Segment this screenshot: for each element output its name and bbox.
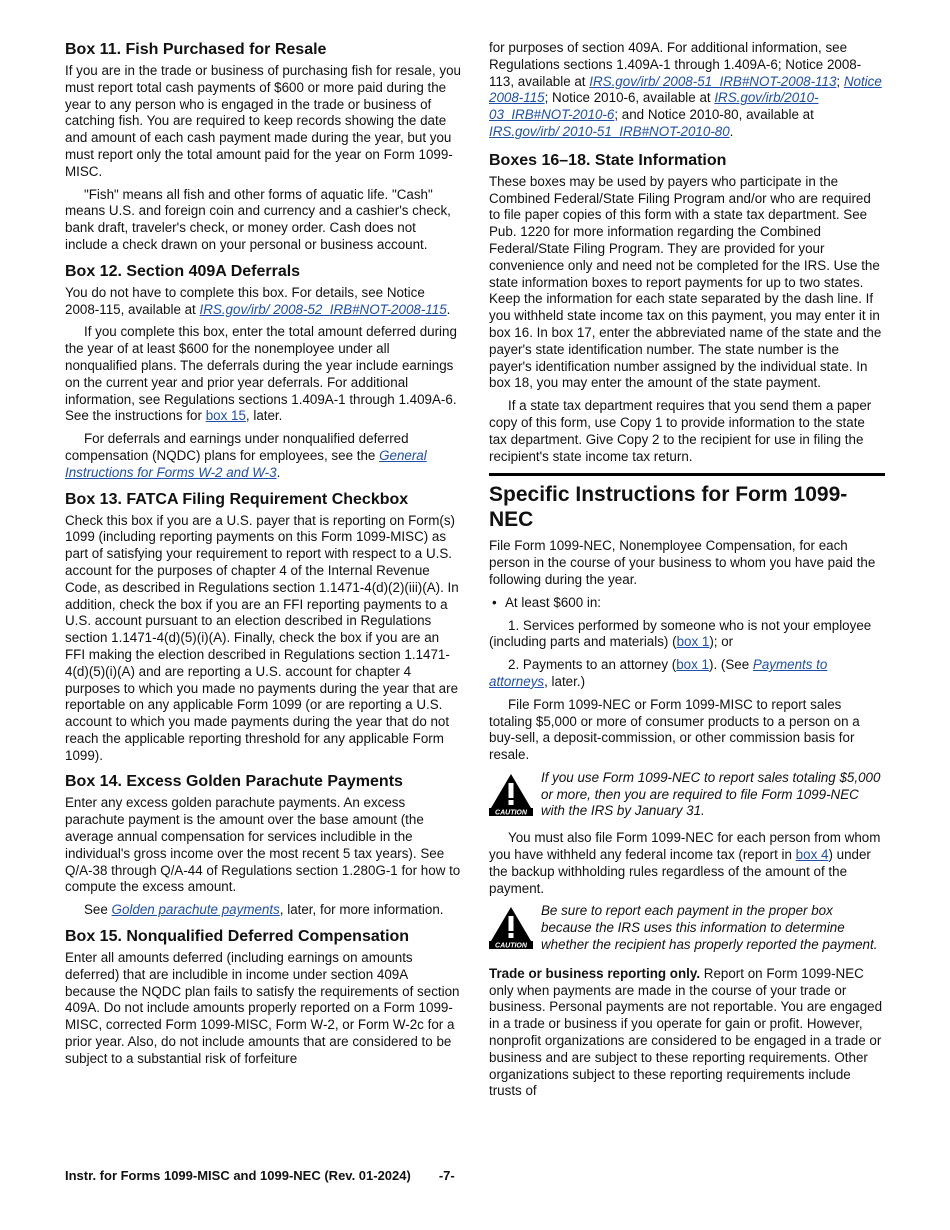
box13-paragraph-1: Check this box if you are a U.S. payer that is reporting on Form(s) 1099 (including reporting payments on this Form 1099-MISC) as part of satisfying your requirement to report with respect to a U.S. account for the purposes of chapter 4 of the Internal Revenue Code, as described in Regulations section 1.1471-4(d)(2)(iii)(A). In addition, check the box if you are an FFI reporting payments to a U.S. account pursuant to an election described in Regulations section 1.1471-4(d)(5)(i)(A). Finally, check the box if you are an FFI making the election described in Regulations section 1.1471-4(d)(5)(i)(A) and are reporting a U.S. account for chapter 4 purposes to which you made no payments during the year that are reportable on any applicable Form 1099 (or are reporting a U.S. account to which you made payments during the year that do not reach the applicable reporting threshold for any applicable Form 1099). <box>65 512 459 763</box>
specific-instructions-section <box>489 482 885 1100</box>
caution-icon <box>489 905 533 949</box>
box14-paragraph-1: Enter any excess golden parachute payments. An excess parachute payment is the amount over the base amount (the average annual compensation for services includible in the individual's gross income over the most recent 5 tax years). See Q/A-38 through Q/A-44 of Regulations section 1.280G-1 for how to compute the excess amount. <box>65 795 461 895</box>
nec-item-1 <box>489 618 885 652</box>
trade-business-paragraph <box>489 966 885 1100</box>
text: ; and Notice 2010-80, available at <box>614 107 814 123</box>
box1-link[interactable]: box 1 <box>676 634 710 650</box>
box15-heading: Box 15. Nonqualified Deferred Compensation <box>65 928 410 946</box>
text: ). (See <box>708 657 753 673</box>
text: 2. Payments to an attorney ( <box>508 657 677 673</box>
footer-title: Instr. for Forms 1099-MISC and 1099-NEC (Rev. 01-2024) <box>65 1168 411 1183</box>
box11-paragraph-1: If you are in the trade or business of purchasing fish for resale, you must report total cash payments of $600 or more paid during the year to any person who is engaged in the trade or business of catching fish. You are required to keep records showing the date and amount of each cash payment made during the year, but you must report only the total amount paid for the year on Form 1099-MISC. <box>65 63 461 179</box>
page-number: -7- <box>438 1168 455 1183</box>
box13-heading: Box 13. FATCA Filing Requirement Checkbox <box>65 490 409 508</box>
box13-section <box>65 490 461 765</box>
right-column <box>489 40 885 1106</box>
text: . <box>276 464 281 480</box>
boxes16-18-heading: Boxes 16–18. State Information <box>489 151 727 169</box>
box15-section <box>65 927 461 1068</box>
box12-paragraph-2 <box>65 324 461 425</box>
specific-instructions-title: Specific Instructions for Form 1099-NEC <box>489 483 848 532</box>
notice-2008-115-link[interactable]: Notice 2008-115 <box>489 73 882 106</box>
text: ) under the backup withholding rules regardless of the amount of the payment. <box>489 847 871 896</box>
caution-label: CAUTION <box>495 942 527 950</box>
box12-paragraph-1 <box>65 285 461 319</box>
box14-paragraph-2 <box>65 902 461 919</box>
section-divider <box>489 473 885 476</box>
box4-link[interactable]: box 4 <box>795 847 829 863</box>
nec-intro: File Form 1099-NEC, Nonemployee Compensation, for each person in the course of your business to whom you have paid the following during the year. <box>489 538 876 587</box>
text: ; <box>836 73 844 89</box>
golden-parachute-link[interactable]: Golden parachute payments <box>111 902 280 918</box>
payments-to-attorneys-link[interactable]: Payments to attorneys <box>489 657 828 689</box>
box14-heading: Box 14. Excess Golden Parachute Payments <box>65 773 403 791</box>
text: Report on Form 1099-NEC only when payments are made in the course of your trade or business. Personal payments are not reportable. You are engaged in a trade or business if you operate for gain or profit. However, nonprofit organizations are considered to be engaged in a trade or business and are subject to these reporting requirements. Other organizations subject to these reporting requirements include trusts of <box>489 965 883 1099</box>
notice-2008-113-link[interactable]: IRS.gov/irb/ 2008-51_IRB#NOT-2008-113 <box>589 73 837 89</box>
caution-text-1: If you use Form 1099-NEC to report sales totaling $5,000 or more, then you are required to file Form 1099-NEC with the IRS by January 31. <box>541 769 881 819</box>
caution-icon <box>489 772 533 816</box>
w2-w3-instructions-link[interactable]: General Instructions for Forms W-2 and W-3 <box>65 447 427 480</box>
nec-withholding-paragraph <box>489 830 885 897</box>
caution-note-2 <box>489 903 885 953</box>
box15-paragraph-1: Enter all amounts deferred (including earnings on amounts deferred) that are includible in income under section 409A because the NQDC plan fails to satisfy the requirements of section 409A. Do not include amounts properly reported on a Form 1099-MISC, corrected Form 1099-MISC, Form W-2, or Form W-2c for a prior year. Also, do not include amounts that are considered to be subject to a substantial risk of forfeiture <box>65 950 460 1066</box>
box12-section <box>65 262 461 482</box>
text: ; Notice 2010-6, available at <box>544 90 715 106</box>
bullet-item <box>489 595 885 612</box>
notice-2010-6-link[interactable]: IRS.gov/irb/2010-03_IRB#NOT-2010-6 <box>489 90 819 123</box>
box14-section <box>65 772 461 919</box>
boxes16-18-paragraph-1: These boxes may be used by payers who participate in the Combined Federal/State Filing Program and/or who are required to file paper copies of this form with a state tax department. See Pub. 1220 for more information regarding the Combined Federal/State Filing Program. They are provided for your convenience only and need not be completed for the IRS. Use the state information boxes to report payments for up to two states. Keep the information for each state separated by the dash line. If you withheld state income tax on this payment, you may enter it in box 16. In box 17, enter the abbreviated name of the state and the payer's state identification number. The state number is the payer's identification number assigned by the individual state. In box 18, you may enter the amount of the state payment. <box>489 173 882 391</box>
trade-business-runin: Trade or business reporting only. <box>489 965 701 981</box>
box11-heading: Box 11. Fish Purchased for Resale <box>65 41 327 58</box>
box15-continuation <box>489 40 885 141</box>
bullet-text: At least $600 in: <box>505 594 602 610</box>
text: . <box>446 301 451 317</box>
text: You must also file Form 1099-NEC for each person from whom you have withheld any federal income tax (report in <box>489 830 881 863</box>
notice-2010-80-link[interactable]: IRS.gov/irb/ 2010-51_IRB#NOT-2010-80 <box>489 123 730 139</box>
page-footer <box>65 1168 455 1183</box>
bullet-icon: • <box>492 594 497 610</box>
boxes16-18-paragraph-2: If a state tax department requires that you send them a paper copy of this form, use Copy 1 to provide information to the state tax department. Give Copy 2 to the recipient for use in filing the recipient's state income tax return. <box>489 398 872 464</box>
box12-paragraph-3 <box>65 431 461 481</box>
text: , later. <box>245 408 283 424</box>
text: See <box>84 902 112 918</box>
box11-section <box>65 40 461 254</box>
text: , later.) <box>544 673 586 689</box>
box12-heading: Box 12. Section 409A Deferrals <box>65 262 301 280</box>
notice-2008-115-link[interactable]: IRS.gov/irb/ 2008-52_IRB#NOT-2008-115 <box>199 301 447 317</box>
boxes16-18-section <box>489 151 885 466</box>
text: for purposes of section 409A. For additional information, see Regulations sections 1.409A-1 through 1.409A-6; Notice 2008-113, available at <box>489 40 862 89</box>
text: 1. Services performed by someone who is not your employee (including parts and materials) ( <box>489 617 872 650</box>
box15-link[interactable]: box 15 <box>205 408 246 424</box>
nec-sales-paragraph: File Form 1099-NEC or Form 1099-MISC to report sales totaling $5,000 or more of consumer products to a person on a buy-sell, a deposit-commission, or other commission basis for resale. <box>489 696 860 763</box>
text: . <box>729 123 734 139</box>
caution-label: CAUTION <box>495 809 527 816</box>
left-column <box>65 40 461 1076</box>
text: , later, for more information. <box>279 902 444 918</box>
text: For deferrals and earnings under nonqualified deferred compensation (NQDC) plans for employees, see the <box>65 431 409 463</box>
nec-item-2 <box>489 657 885 691</box>
box1-link[interactable]: box 1 <box>676 657 709 673</box>
caution-text-2: Be sure to report each payment in the proper box because the IRS uses this information to determine whether the recipient has properly reported the payment. <box>541 903 878 953</box>
text: ); or <box>709 634 734 650</box>
box11-paragraph-2: "Fish" means all fish and other forms of aquatic life. "Cash" means U.S. and foreign coin and currency and a cashier's check, bank draft, traveler's check, or money order. Cash does not include a check drawn on your personal or business account. <box>65 186 451 252</box>
text: You do not have to complete this box. For details, see Notice 2008-115, available at <box>65 284 425 317</box>
text: If you complete this box, enter the total amount deferred during the year of at least $600 for the nonemployee under all nonqualified plans. The deferrals during the year include earnings on the current year and prior year deferrals. For additional information, see Regulations sections 1.409A-1 through 1.409A-6. See the instructions for <box>65 324 457 424</box>
caution-note-1 <box>489 770 885 820</box>
